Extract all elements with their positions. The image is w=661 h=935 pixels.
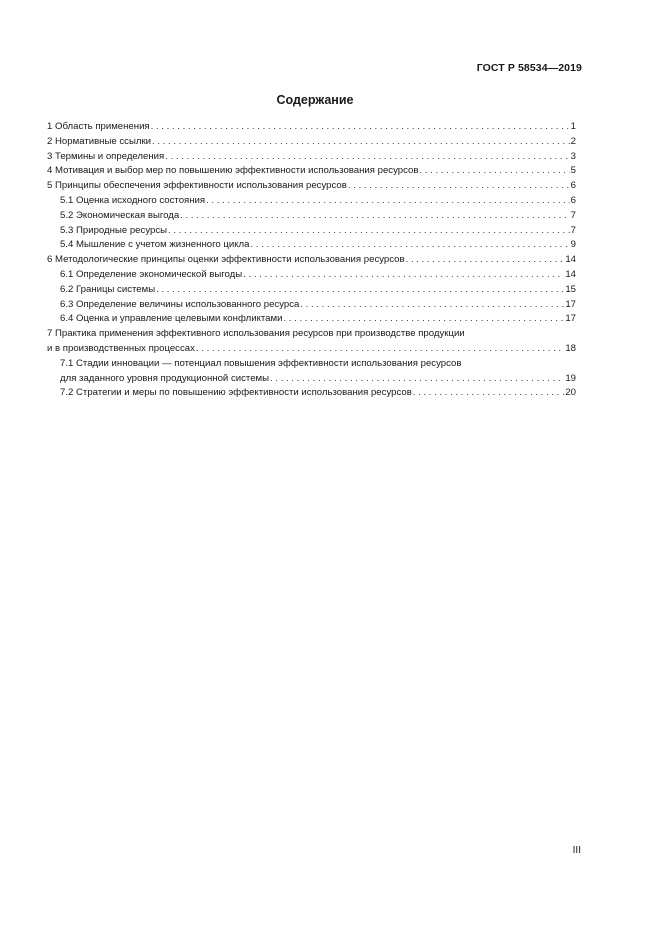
toc-entry-page: 18 (565, 342, 576, 354)
toc-entry-page: 6 (570, 180, 576, 192)
toc-leader-dots (250, 238, 569, 253)
toc-entry-page: 5 (570, 165, 576, 177)
toc-leader-dots (413, 386, 565, 401)
toc-entry-page: 20 (565, 387, 576, 399)
toc-entry-7-1[interactable] (47, 357, 576, 387)
toc-entry-text: 6.1 Определение экономической выгоды (60, 268, 243, 280)
toc-entry-text: 4 Мотивация и выбор мер по повышению эффективности использования ресурсов (47, 165, 419, 177)
toc-entry-page: 2 (570, 135, 576, 147)
toc-entry-page: 7 (570, 209, 576, 221)
toc-leader-dots (165, 150, 569, 165)
toc-entry-text-line2: и в производственных процессах (47, 342, 195, 354)
toc-entry-text: 2 Нормативные ссылки (47, 135, 152, 147)
toc-entry-page: 1 (570, 121, 576, 132)
toc-leader-dots (406, 253, 565, 268)
toc-entry-5-1[interactable] (47, 194, 576, 209)
toc-leader-dots (243, 268, 564, 283)
toc-entry-text: 5 Принципы обеспечения эффективности использования ресурсов (47, 180, 347, 192)
toc-entry-text-line2: для заданного уровня продукционной системы (60, 372, 270, 384)
toc-entry-text: 5.4 Мышление с учетом жизненного цикла (60, 239, 250, 251)
toc-entry-page: 17 (565, 298, 576, 310)
toc-entry-3[interactable] (47, 150, 576, 165)
toc-leader-dots (152, 135, 570, 150)
toc-leader-dots (300, 298, 564, 313)
toc-entry-5-2[interactable] (47, 209, 576, 224)
toc-entry-6-3[interactable] (47, 298, 576, 313)
toc-entry-2[interactable] (47, 135, 576, 150)
toc-entry-6-2[interactable] (47, 283, 576, 298)
page-number: III (572, 845, 581, 856)
toc-entry-6-4[interactable] (47, 312, 576, 327)
toc-leader-dots (156, 283, 564, 298)
toc-entry-page: 6 (570, 194, 576, 206)
toc-title: Содержание (276, 93, 354, 107)
toc-leader-dots (168, 224, 570, 239)
document-code: ГОСТ Р 58534—2019 (476, 62, 582, 74)
toc-entry-text: 6.2 Границы системы (60, 283, 156, 295)
toc-leader-dots (348, 179, 570, 194)
toc-entry-text: 7.2 Стратегии и меры по повышению эффективности использования ресурсов (60, 387, 412, 399)
toc-entry-page: 3 (570, 150, 576, 162)
toc-entry-text: 1 Область применения (47, 121, 150, 132)
toc-entry-6[interactable] (47, 253, 576, 268)
toc-entry-page: 14 (565, 254, 576, 266)
toc-entry-5-4[interactable] (47, 238, 576, 253)
toc-entry-text: 6.4 Оценка и управление целевыми конфликтами (60, 313, 283, 325)
toc-entry-1[interactable] (47, 120, 576, 135)
toc-entry-4[interactable] (47, 164, 576, 179)
toc-entry-text: 3 Термины и определения (47, 150, 165, 162)
toc-entry-text: 6 Методологические принципы оценки эффективности использования ресурсов (47, 254, 405, 266)
toc-entry-page: 9 (570, 239, 576, 251)
toc-entry-text-line1: 7.1 Стадии инновации — потенциал повышения эффективности использования ресурсов (60, 357, 462, 369)
toc-entry-text: 6.3 Определение величины использованного ресурса (60, 298, 300, 310)
toc-entry-7-2[interactable] (47, 386, 576, 401)
toc-leader-dots (419, 164, 569, 179)
toc-leader-dots (270, 372, 564, 387)
toc-leader-dots (283, 312, 564, 327)
toc-leader-dots (180, 209, 569, 224)
toc-entry-5[interactable] (47, 179, 576, 194)
toc-entry-page: 14 (565, 268, 576, 280)
toc-entry-text-line1: 7 Практика применения эффективного использования ресурсов при производстве продукции (47, 328, 465, 340)
toc-entry-6-1[interactable] (47, 268, 576, 283)
toc-entry-text: 5.2 Экономическая выгода (60, 209, 180, 221)
toc-leader-dots (206, 194, 570, 209)
toc-entry-page: 17 (565, 313, 576, 325)
toc-entry-text: 5.1 Оценка исходного состояния (60, 194, 206, 206)
toc-entry-page: 7 (570, 224, 576, 236)
toc-entry-page: 15 (565, 283, 576, 295)
toc-leader-dots (151, 120, 570, 135)
toc-entry-7[interactable] (47, 327, 576, 357)
toc-entry-text: 5.3 Природные ресурсы (60, 224, 168, 236)
toc-entry-5-3[interactable] (47, 224, 576, 239)
table-of-contents (47, 120, 576, 401)
toc-entry-page: 19 (565, 372, 576, 384)
toc-leader-dots (196, 342, 564, 357)
